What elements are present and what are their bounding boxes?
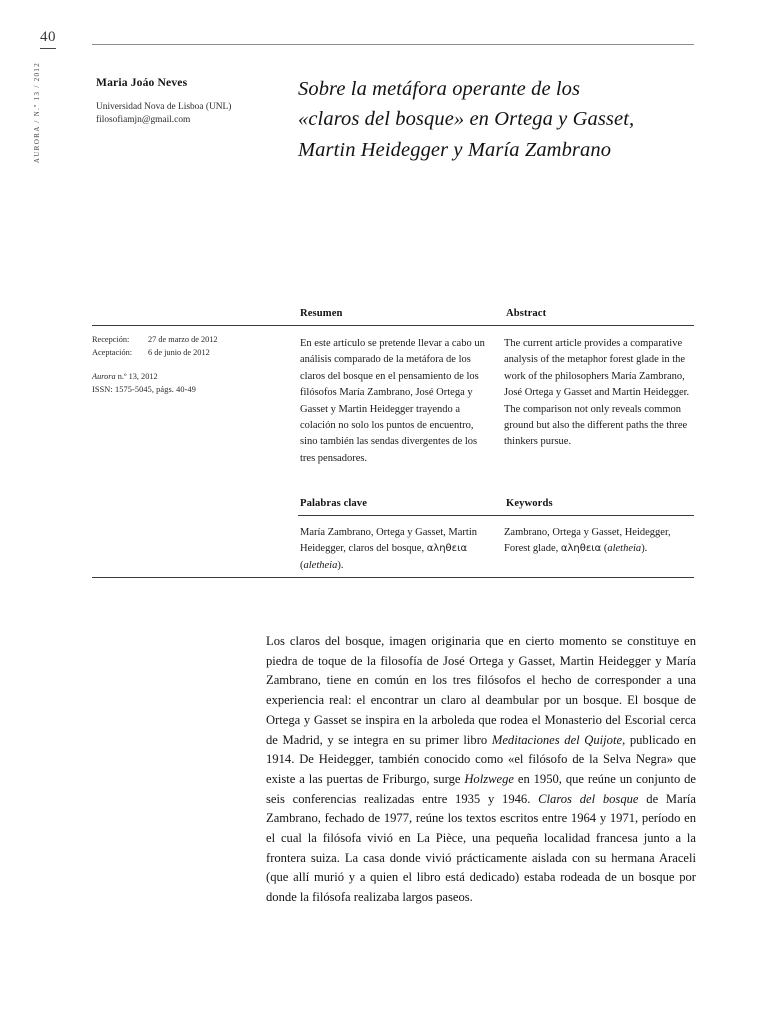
publication-meta-block (92, 334, 282, 396)
article-body (266, 632, 696, 908)
article-title-line-1: Sobre la metáfora operante de los (298, 78, 581, 100)
reception-label: Recepción: (92, 335, 130, 344)
body-title-claros-del-bosque: Claros del bosque (538, 791, 639, 806)
keywords-en-paren-close: ). (641, 543, 648, 555)
author-affiliation-block (96, 101, 281, 128)
acceptance-date: 6 de junio de 2012 (148, 347, 210, 357)
journal-issue-line (92, 371, 282, 384)
article-title-line-3: Martin Heidegger y María Zambrano (298, 138, 612, 161)
keywords-en-transliteration: aletheia (607, 543, 642, 555)
abstract-bodies-row (300, 336, 696, 467)
abstract-body-es: En este artículo se pretende llevar a cabo un análisis comparado de la metáfora de los claros del bosque en el pensamiento de los filósofos María Zambrano, José Ortega y Gasset y Martin Heidegger trayendo a colación no solo los puntos de encuentro, sino también las sendas divergentes de los tres pensadores. (300, 338, 485, 464)
folio-block (40, 28, 74, 49)
abstract-top-rule (92, 325, 694, 326)
keywords-heading-es: Palabras clave (300, 498, 368, 509)
keywords-bodies-row (300, 525, 696, 574)
acceptance-row (92, 347, 282, 360)
article-title-line-2: «claros del bosque» en Ortega y Gasset, (298, 108, 635, 131)
keywords-body-en (504, 525, 696, 558)
body-p1-seg-a: Los claros del bosque, imagen originaria que en cierto momento se constituye en piedra de toque de la filosofía de José Ortega y Gasset, Martin Heidegger y María Zambrano, tiene en común en los tres filósofos el hecho de corresponder a una experiencia real: el encontrar un claro al deambular por un bosque. El bosque de Ortega y Gasset se inspira en la arboleda que rodea el Monasterio del Escorial cerca de Madrid, y se integra en su primer libro (266, 634, 696, 747)
body-paragraph-1 (266, 632, 696, 908)
acceptance-label: Aceptación: (92, 347, 133, 357)
running-head-label: AURORA / N.º 13 / 2012 (33, 62, 41, 164)
body-title-holzwege: Holzwege (464, 771, 514, 786)
reception-row (92, 334, 282, 347)
reception-date: 27 de marzo de 2012 (148, 335, 218, 344)
abstract-heading-en-col (497, 303, 694, 321)
journal-name: Aurora (92, 372, 116, 382)
article-title (298, 74, 698, 165)
body-p1-seg-c: en 1950, que reúne un conjunto de seis conferencias realizadas entre 1935 y 1946. (266, 771, 696, 806)
keywords-heading-es-col (300, 493, 497, 511)
author-affiliation: Universidad Nova de Lisboa (UNL) (96, 101, 232, 112)
keywords-es-transliteration: aletheia (303, 559, 338, 571)
keywords-en-greek: αληθεια (560, 543, 602, 555)
abstract-bottom-rule (92, 577, 694, 578)
keywords-es-greek: αληθεια (426, 543, 468, 555)
keywords-rule (298, 515, 694, 516)
body-title-meditaciones: Meditaciones del Quijote (491, 732, 623, 747)
keywords-body-es-col (300, 525, 492, 574)
header-rule (92, 44, 694, 45)
author-name: Maria Joáo Neves (96, 76, 188, 89)
author-block (96, 76, 281, 128)
keywords-heading-en: Keywords (506, 498, 553, 509)
abstract-body-en: The current article provides a comparative analysis of the metaphor forest glade in the work of the philosophers María Zambrano, José Ortega y Gasset and Martin Heidegger. The comparison not only reveals common ground but also the different paths the three thinkers pursue. (504, 338, 690, 448)
abstract-headings-row (300, 303, 694, 321)
body-p1-seg-d: de María Zambrano, fechado de 1977, reúne los textos escritos entre 1964 y 1971, período en el cual la filósofa vivió en La Pièce, una pequeña localidad francesa junto a la frontera suiza. La casa donde vivió prácticamente aislada con su hermana Araceli (que allí murió y a quien el libro está dedicado) estaba rodeada de un bosque por donde la filósofa realizaba largos paseos. (266, 791, 696, 905)
keywords-es-text: María Zambrano, Ortega y Gasset, Martin Heidegger, claros del bosque, (300, 527, 477, 555)
abstract-heading-es-col (300, 303, 497, 321)
abstract-body-es-col (300, 336, 492, 467)
keywords-es-paren-close: ). (337, 559, 344, 571)
keywords-en-text: Zambrano, Ortega y Gasset, Heidegger, Forest glade, (504, 527, 671, 555)
author-email: filosofiamjn@gmail.com (96, 115, 191, 126)
keywords-heading-en-col (497, 493, 694, 511)
keywords-headings-row (300, 493, 694, 511)
abstract-heading-es: Resumen (300, 308, 343, 319)
body-p1-seg-b: , publicado en 1914. De Heidegger, también conocido como «el filósofo de la Selva Negra» que existe a las puertas de Friburgo, surge (266, 732, 696, 786)
abstract-body-en-col (504, 336, 696, 467)
meta-spacer (92, 359, 282, 371)
keywords-en-paren-open: ( (601, 543, 608, 555)
keywords-es-paren-open: ( (300, 559, 304, 571)
abstract-heading-en: Abstract (506, 308, 547, 319)
issn-line: ISSN: 1575-5045, págs. 40-49 (92, 384, 196, 394)
keywords-body-es (300, 525, 492, 574)
running-head (33, 0, 41, 164)
keywords-body-en-col (504, 525, 696, 574)
journal-issue: n.º 13, 2012 (115, 372, 158, 382)
page-number: 40 (40, 30, 56, 49)
